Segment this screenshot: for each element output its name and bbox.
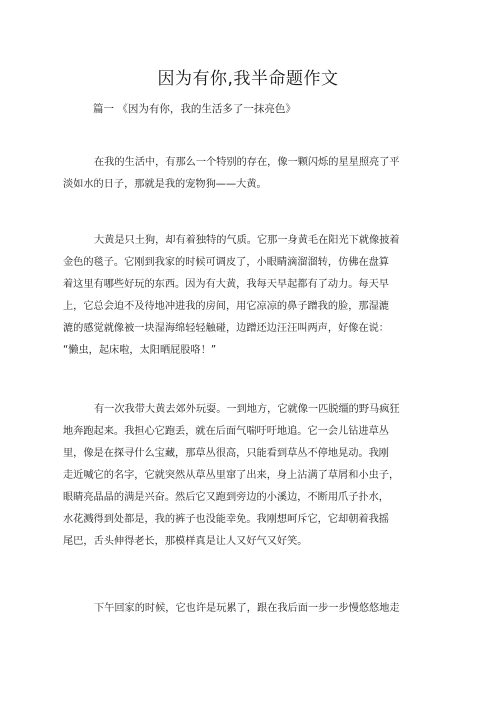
paragraph-line: 金色的毯子。它刚到我家的时候可调皮了，小眼睛滴溜溜转，仿佛在盘算 <box>63 257 389 268</box>
paragraph-2 <box>63 230 433 362</box>
paragraph-line: 地奔跑起来。我担心它跑丢，就在后面气喘吁吁地追。它一会儿钻进草丛 <box>63 426 389 437</box>
document-subtitle: 篇一 《因为有你，我的生活多了一抹亮色》 <box>93 103 296 115</box>
paragraph-line: 大黄是只土狗，却有着独特的气质。它那一身黄毛在阳光下就像披着 <box>94 235 400 246</box>
paragraph-line: 上，它总会迫不及待地冲进我的房间，用它凉凉的鼻子蹭我的脸，那湿漉 <box>63 301 389 312</box>
document-title: 因为有你,我半命题作文 <box>157 69 339 89</box>
paragraph-4 <box>63 598 433 620</box>
paragraph-line: 有一次我带大黄去郊外玩耍。一到地方，它就像一匹脱缰的野马疯狂 <box>94 404 400 415</box>
paragraph-line: 下午回家的时候，它也许是玩累了，跟在我后面一步一步慢悠悠地走 <box>94 603 400 614</box>
paragraph-line: 淡如水的日子，那就是我的宠物狗——大黄。 <box>63 179 267 190</box>
paragraph-line: 走近喊它的名字，它就突然从草丛里窜了出来，身上沾满了草屑和小虫子， <box>63 470 400 481</box>
paragraph-line: “懒虫，起床啦，太阳晒屁股咯！” <box>63 345 217 356</box>
paragraph-line: 尾巴，舌头伸得老长，那模样真是让人又好气又好笑。 <box>63 536 308 547</box>
paragraph-1 <box>63 152 433 196</box>
paragraph-3 <box>63 399 433 553</box>
paragraph-line: 眼睛亮晶晶的满是兴奋。然后它又跑到旁边的小溪边，不断用爪子扑水， <box>63 492 389 503</box>
paragraph-line: 水花溅得到处都是，我的裤子也没能幸免。我刚想呵斥它，它却朝着我摇 <box>63 514 389 525</box>
paragraph-line: 里，像是在探寻什么宝藏，那草丛很高，只能看到草丛不停地晃动。我刚 <box>63 448 389 459</box>
paragraph-line: 在我的生活中，有那么一个特别的存在，像一颗闪烁的星星照亮了平 <box>94 157 400 168</box>
paragraph-line: 着这里有哪些好玩的东西。因为有大黄，我每天早起都有了动力。每天早 <box>63 279 389 290</box>
paragraph-line: 漉的感觉就像被一块湿海绵轻轻触碰，边蹭还边汪汪叫两声，好像在说： <box>63 323 389 334</box>
